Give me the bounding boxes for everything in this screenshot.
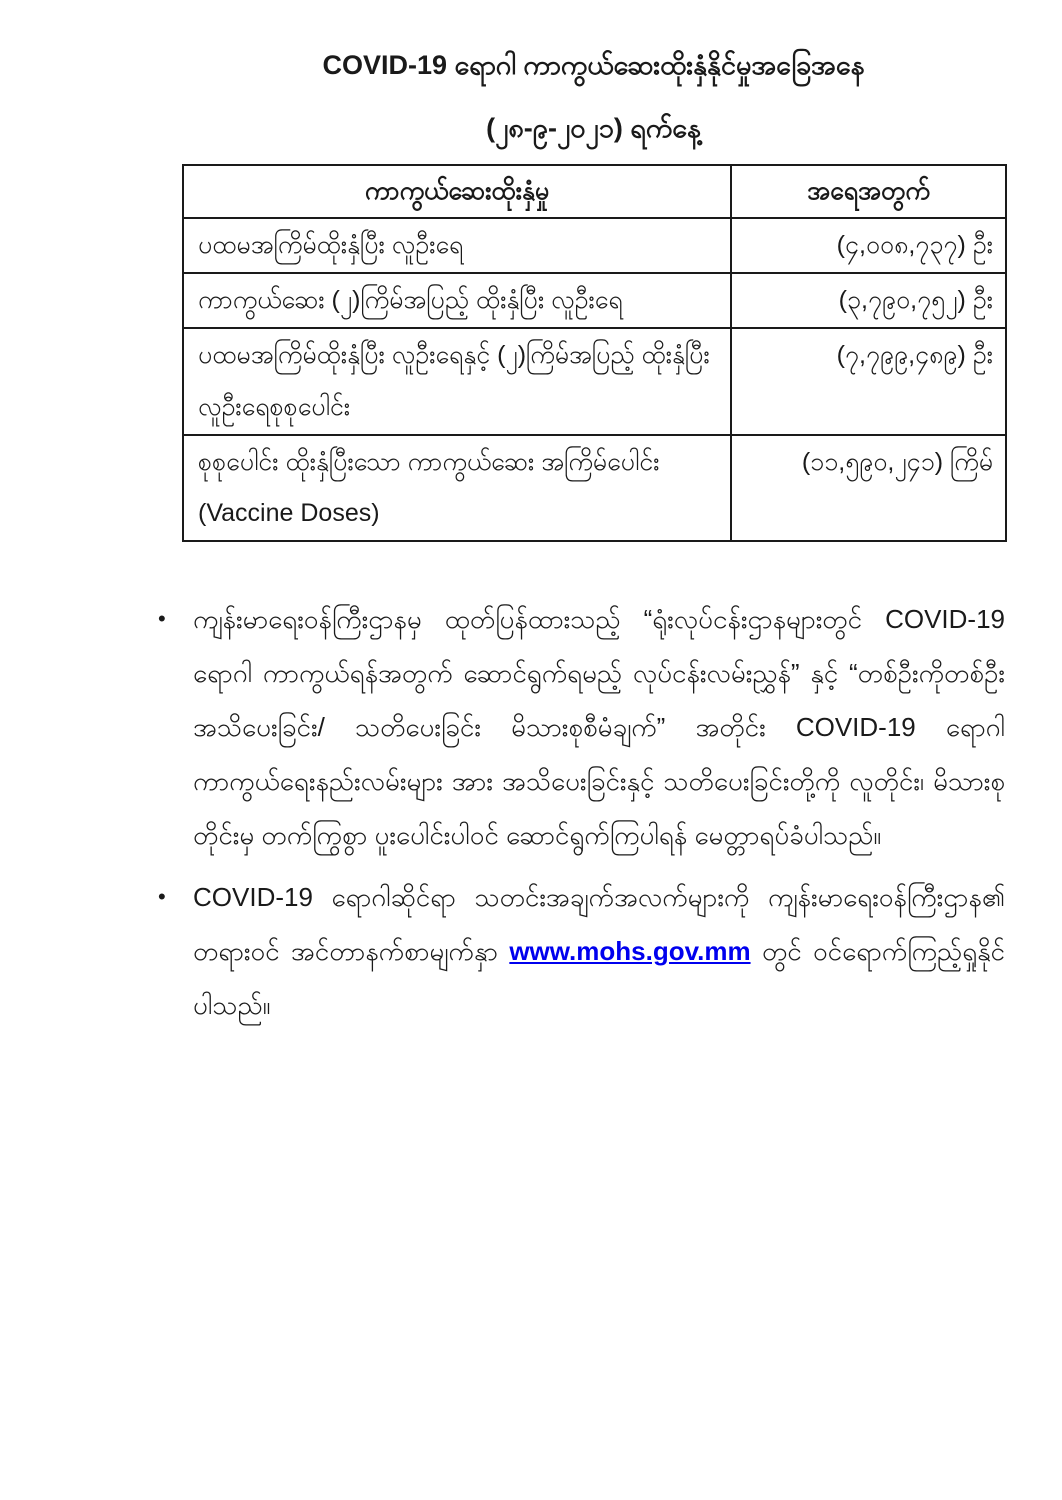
table-row-fully-vaccinated [183,273,1006,328]
row-label: ကာကွယ်ဆေး (၂)ကြိမ်အပြည့် ထိုးနှံပြီး လူဦးရေ [183,273,731,328]
table-row-first-dose [183,218,1006,273]
note-text: ကျန်းမာရေးဝန်ကြီးဌာနမှ ထုတ်ပြန်ထားသည့် “ရုံးလုပ်ငန်းဌာနများတွင် COVID-19 ရောဂါ ကာကွယ်ရန်အတွက် ဆောင်ရွက်ရမည့် လုပ်ငန်းလမ်းညွှန်” နှင့် “တစ်ဦးကိုတစ်ဦး အသိပေးခြင်း/ သတိပေးခြင်း မိသားစုစီမံချက်” အတိုင်း COVID-19 ရောဂါ ကာကွယ်ရေးနည်းလမ်းများ အား အသိပေးခြင်းနှင့် သတိပေးခြင်းတို့ကို လူတိုင်း၊ မိသားစုတိုင်းမှ တက်ကြွစွာ ပူးပေါင်းပါဝင် ဆောင်ရွက်ကြပါရန် မေတ္တာရပ်ခံပါသည်။ [193,604,1005,851]
row-label: ပထမအကြိမ်ထိုးနှံပြီး လူဦးရေ [183,218,731,273]
report-date: (၂၈-၉-၂၀၂၁) ရက်နေ့ [486,113,701,144]
row-label: စုစုပေါင်း ထိုးနှံပြီးသော ကာကွယ်ဆေး အကြိမ်ပေါင်း (Vaccine Doses) [183,435,731,542]
table-row-total-doses [183,435,1006,542]
table-header-row [183,165,1006,218]
table-header-count: အရေအတွက် [731,165,1006,218]
note-text [193,870,1005,1032]
table-header-vaccination: ကာကွယ်ဆေးထိုးနှံမှု [183,165,731,218]
row-value: (၁၁,၅၉၀,၂၄၁) ကြိမ် [731,435,1006,542]
table-row-combined-total [183,328,1006,435]
mohs-website-link[interactable]: www.mohs.gov.mm [509,936,751,967]
notes-list [158,592,1005,1032]
row-value: (၄,၀၀၈,၇၃၇) ဦး [731,218,1006,273]
note-text-after-link: တွင် ဝင်ရောက်ကြည့်ရှုနိုင်ပါသည်။ [193,936,1005,1021]
row-value: (၇,၇၉၉,၄၈၉) ဦး [731,328,1006,435]
row-value: (၃,၇၉၀,၇၅၂) ဦး [731,273,1006,328]
row-label: ပထမအကြိမ်ထိုးနှံပြီး လူဦးရေနှင့် (၂)ကြိမ်အပြည့် ထိုးနှံပြီး လူဦးရေစုစုပေါင်း [183,328,731,435]
vaccination-summary-table [182,164,1007,542]
note-text-before-link: COVID-19 ရောဂါဆိုင်ရာ သတင်းအချက်အလက်များကို ကျန်းမာရေးဝန်ကြီးဌာန၏ တရားဝင် အင်တာနက်စာမျက်နှာ [193,882,1005,967]
page-title: COVID-19 ရောဂါ ကာကွယ်ဆေးထိုးနှံနိုင်မှုအခြေအနေ [322,50,865,80]
list-item-website [158,870,1005,1032]
bullet-icon: • [158,884,166,910]
list-item-guidelines [158,592,1005,862]
bullet-icon: • [158,606,166,632]
